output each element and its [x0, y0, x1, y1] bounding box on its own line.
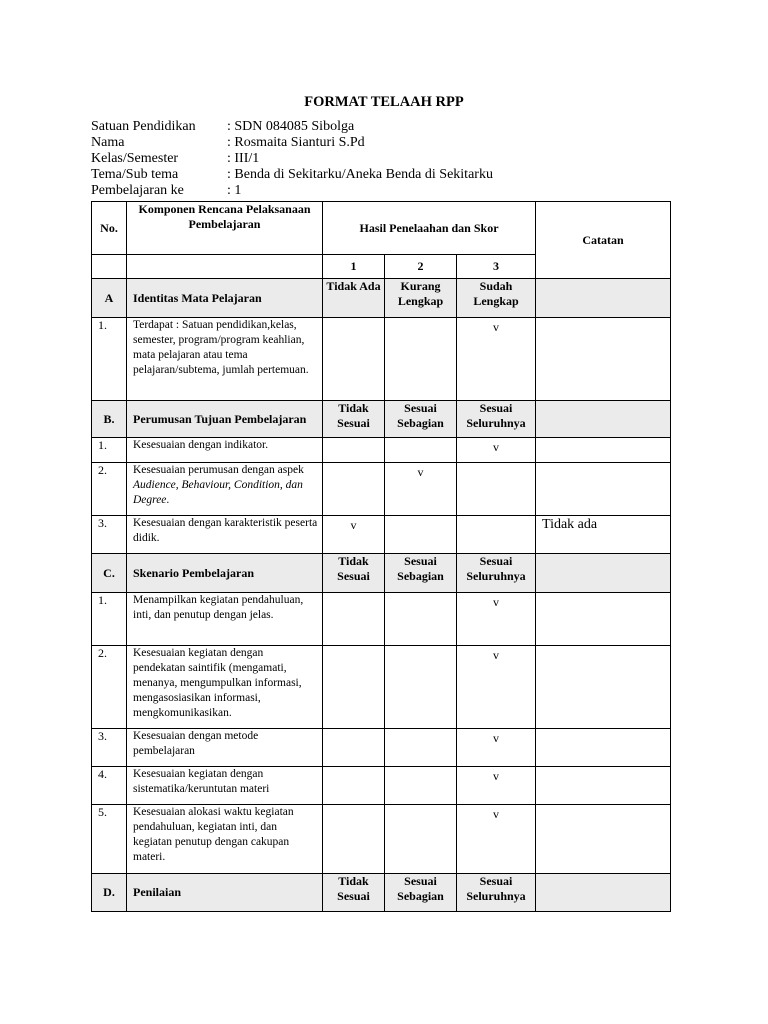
- note-cell: [536, 463, 671, 516]
- table-row: [92, 463, 671, 516]
- score-1-mark: v: [323, 516, 385, 554]
- score-1-header: 1: [323, 255, 385, 279]
- meta-row: [91, 119, 493, 135]
- note-cell: [536, 318, 671, 401]
- meta-value: : III/1: [227, 151, 260, 166]
- meta-row: [91, 135, 493, 151]
- item-text: [127, 463, 323, 516]
- section-title: Perumusan Tujuan Pembelajaran: [127, 401, 323, 438]
- score-label: Sesuai Seluruhnya: [457, 554, 536, 593]
- section-letter: C.: [92, 554, 127, 593]
- score-2-mark: [385, 438, 457, 463]
- item-number: 5.: [92, 805, 127, 874]
- item-text: Kesesuaian dengan indikator.: [127, 438, 323, 463]
- item-text: Menampilkan kegiatan pendahuluan, inti, dan penutup dengan jelas.: [127, 593, 323, 646]
- meta-label: Satuan Pendidikan: [91, 119, 196, 134]
- item-number: 3.: [92, 729, 127, 767]
- meta-label: Kelas/Semester: [91, 151, 179, 166]
- meta-value: : Rosmaita Sianturi S.Pd: [227, 135, 365, 150]
- score-2-mark: [385, 646, 457, 729]
- header-komponen: Komponen Rencana Pelaksanaan Pembelajaran: [127, 202, 323, 255]
- empty-cell: [127, 255, 323, 279]
- table-row: [92, 767, 671, 805]
- table-row: [92, 805, 671, 874]
- score-1-mark: [323, 318, 385, 401]
- score-2-mark: [385, 767, 457, 805]
- meta-label: Nama: [91, 135, 125, 150]
- item-text: Kesesuaian kegiatan dengan sistematika/keruntutan materi: [127, 767, 323, 805]
- note-cell: [536, 646, 671, 729]
- score-1-mark: [323, 593, 385, 646]
- score-3-mark: v: [457, 729, 536, 767]
- score-3-mark: v: [457, 593, 536, 646]
- score-1-mark: [323, 463, 385, 516]
- score-3-mark: v: [457, 438, 536, 463]
- meta-row: [91, 151, 493, 167]
- document-title: FORMAT TELAAH RPP: [304, 94, 464, 110]
- item-number: 3.: [92, 516, 127, 554]
- note-cell: [536, 593, 671, 646]
- header-catatan: Catatan: [536, 202, 671, 279]
- score-3-mark: [457, 516, 536, 554]
- section-letter: D.: [92, 874, 127, 912]
- section-title: Skenario Pembelajaran: [127, 554, 323, 593]
- score-3-mark: v: [457, 646, 536, 729]
- item-number: 4.: [92, 767, 127, 805]
- meta-value: : Benda di Sekitarku/Aneka Benda di Sekitarku: [227, 167, 493, 182]
- table-row: [92, 516, 671, 554]
- note-cell: [536, 874, 671, 912]
- score-label: Sudah Lengkap: [457, 279, 536, 318]
- item-text: Kesesuaian kegiatan dengan pendekatan saintifik (mengamati, menanya, mengumpulkan informasi, mengasosiasikan informasi, mengkomunikasikan.: [127, 646, 323, 729]
- item-text: Terdapat : Satuan pendidikan,kelas, semester, program/program keahlian, mata pelajaran atau tema pelajaran/subtema, jumlah pertemuan.: [127, 318, 323, 401]
- score-2-mark: [385, 729, 457, 767]
- item-number: 2.: [92, 646, 127, 729]
- score-label: Sesuai Sebagian: [385, 554, 457, 593]
- header-no: No.: [92, 202, 127, 255]
- meta-row: [91, 183, 493, 199]
- score-label: Sesuai Sebagian: [385, 401, 457, 438]
- score-3-mark: v: [457, 318, 536, 401]
- section-row-a: [92, 279, 671, 318]
- header-hasil: Hasil Penelaahan dan Skor: [323, 202, 536, 255]
- score-label: Sesuai Seluruhnya: [457, 401, 536, 438]
- document-meta: [91, 119, 493, 199]
- telaah-table: [91, 201, 671, 912]
- table-row: [92, 593, 671, 646]
- score-3-mark: v: [457, 767, 536, 805]
- empty-cell: [92, 255, 127, 279]
- table-row: [92, 729, 671, 767]
- score-3-header: 3: [457, 255, 536, 279]
- table-row: [92, 318, 671, 401]
- item-text-emphasis: Audience, Behaviour, Condition, dan Degree: [133, 479, 303, 506]
- item-text-pre: Kesesuaian perumusan dengan aspek: [133, 464, 304, 476]
- section-row-d: [92, 874, 671, 912]
- section-title: Identitas Mata Pelajaran: [127, 279, 323, 318]
- note-cell: [536, 279, 671, 318]
- score-1-mark: [323, 767, 385, 805]
- note-cell: [536, 438, 671, 463]
- item-number: 1.: [92, 438, 127, 463]
- item-number: 1.: [92, 318, 127, 401]
- score-2-mark: v: [385, 463, 457, 516]
- item-number: 2.: [92, 463, 127, 516]
- score-1-mark: [323, 729, 385, 767]
- score-1-mark: [323, 646, 385, 729]
- section-letter: A: [92, 279, 127, 318]
- note-cell: [536, 554, 671, 593]
- score-1-mark: [323, 805, 385, 874]
- score-3-mark: [457, 463, 536, 516]
- section-row-c: [92, 554, 671, 593]
- section-title: Penilaian: [127, 874, 323, 912]
- score-label: Kurang Lengkap: [385, 279, 457, 318]
- meta-label: Tema/Sub tema: [91, 167, 179, 182]
- item-text: Kesesuaian alokasi waktu kegiatan pendahuluan, kegiatan inti, dan kegiatan penutup dengan cakupan materi.: [127, 805, 323, 874]
- section-letter: B.: [92, 401, 127, 438]
- section-row-b: [92, 401, 671, 438]
- meta-label: Pembelajaran ke: [91, 183, 184, 198]
- table-row: [92, 438, 671, 463]
- score-label: Tidak Sesuai: [323, 401, 385, 438]
- score-3-mark: v: [457, 805, 536, 874]
- score-label: Tidak Sesuai: [323, 874, 385, 912]
- item-text-post: .: [166, 494, 170, 506]
- score-2-header: 2: [385, 255, 457, 279]
- score-label: Sesuai Seluruhnya: [457, 874, 536, 912]
- score-label: Tidak Sesuai: [323, 554, 385, 593]
- table-header-row: [92, 202, 671, 255]
- score-2-mark: [385, 318, 457, 401]
- note-cell: Tidak ada: [536, 516, 671, 554]
- score-2-mark: [385, 593, 457, 646]
- meta-row: [91, 167, 493, 183]
- table-row: [92, 646, 671, 729]
- meta-value: : 1: [227, 183, 242, 198]
- score-1-mark: [323, 438, 385, 463]
- score-label: Tidak Ada: [323, 279, 385, 318]
- item-number: 1.: [92, 593, 127, 646]
- note-cell: [536, 767, 671, 805]
- score-2-mark: [385, 516, 457, 554]
- note-cell: [536, 805, 671, 874]
- item-text: Kesesuaian dengan karakteristik peserta didik.: [127, 516, 323, 554]
- score-2-mark: [385, 805, 457, 874]
- score-label: Sesuai Sebagian: [385, 874, 457, 912]
- meta-value: : SDN 084085 Sibolga: [227, 119, 355, 134]
- item-text: Kesesuaian dengan metode pembelajaran: [127, 729, 323, 767]
- note-cell: [536, 729, 671, 767]
- note-cell: [536, 401, 671, 438]
